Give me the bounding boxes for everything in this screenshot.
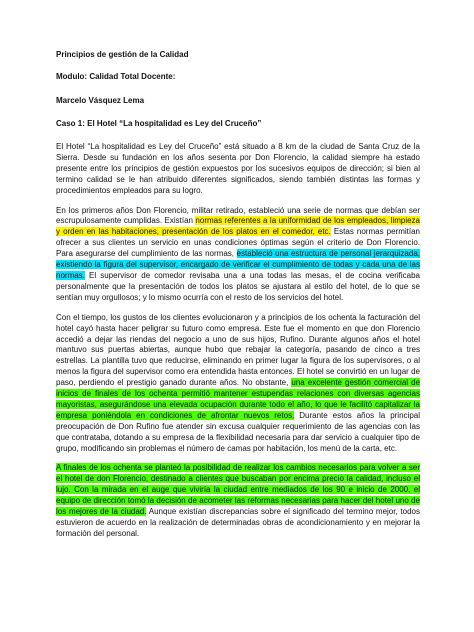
highlight-green-1: una excelente gestión comercial de inicios de finales de los ochenta permitió mantener estupendas relaciones con diversas agencias mayoristas, asegurándose una elevada ocupación durante todo el año, lo que le facilitó capitalizar la empresa poniéndola en condiciones de afrontar nuevos retos. [56,378,420,420]
paragraph-1 [56,142,420,197]
module-heading: Modulo: Calidad Total Docente: [56,72,176,81]
paragraph-2-text-c: El supervisor de comedor revisaba una a una todas las mesas, el de cocina verificaba personalmente que la presentación de todos los platos se ajustara al estilo del hotel, de lo que se sentían muy orgullosos; y lo mismo ocurría con el resto de los servicios del hotel. [56,270,420,302]
paragraph-3-text-b: Durante estos años la principal preocupación de Don Rufino fue atender sin excusa cualquier requerimiento de las agencias con las que contrataba, dotando a su empresa de la flexibilidad necesaria para dar servicio a cualquier tipo de grupo, modificando sin problemas el número de camas por habitación, los menú de la carta, etc. [56,410,420,453]
paragraph-3 [56,313,420,455]
paragraph-2-text-b: Estas normas permitían ofrecer a sus clientes un servicio en unas condiciones óptimas según el criterio de Don Florencio. Para asegurarse del cumplimiento de las normas, [56,227,421,259]
paragraph-1-text: El Hotel “La hospitalidad es Ley del Cruceño” está situado a 8 km de la ciudad de Santa Cruz de la Sierra. Desde su fundación en los años sesenta por Don Florencio, la calidad siempre ha estado presente entre los principios de gestión expuestos por los sucesivos equipos de dirección; si bien al termino calidad se le han atribuido diferentes significados, siendo también distintas las formas y procedimientos empleados para su logro. [56,142,420,195]
paragraph-2-text-a: En los primeros años Don Florencio, militar retirado, estableció una serie de normas que debían ser escrupulosamente cumplidas. Existían [56,205,420,226]
paragraph-2 [56,206,420,304]
highlight-green-2: A finales de los ochenta se planteó la posibilidad de realizar los cambios necesarios para volver a ser el hotel de don Florencio, destinado a clientes que buscaban por encima precio la calidad, incluso el lujo. Con la mirada en el auge que viviría la ciudad entre mediados de los 90 e inicio de 2000, el equipo de dirección tomó la decisión de acometer las reformas necesarias para hacer del hotel uno de los mejores de la ciudad. [56,463,420,517]
paragraph-4-text: Aunque existían discrepancias sobre el significado del termino mejor, todos estuvieron de acuerdo en la realización de determinadas obras de acondicionamiento y en mejorar la formación del personal. [56,507,420,538]
highlight-cyan: estableció una estructura de personal jerarquizada, existiendo la figura del supervisor, encargado de verificar el cumplimiento de todas y cada una de las normas. [56,249,421,280]
document-title: Principios de gestión de la Calidad [56,50,189,59]
document-page [56,50,420,549]
author-heading: Marcelo Vásquez Lema [56,96,145,105]
case-heading: Caso 1: El Hotel “La hospitalidad es Ley del Cruceño” [56,119,262,128]
paragraph-4 [56,463,420,539]
paragraph-3-text-a: Con el tiempo, los gustos de los clientes evolucionaron y a principios de los ochenta la facturación del hotel cayó hasta hacer peligrar su futuro como empresa. Este fue el momento en que don Florencio accedió a dejar las riendas del negocio a uno de sus hijos, Rufino. Durante algunos años el hotel mantuvo sus puertas abiertas, aunque hubo que rebajar la categoría, pasando de cinco a tres estrellas. La plantilla tuvo que reducirse, eliminando en primer lugar la figura de los supervisores, o al menos la figura del supervisor como era entendida hasta entonces. El hotel se convirtió en un lugar de paso, perdiendo el prestigio ganado durante años. No obstante, [56,312,420,388]
highlight-yellow: normas referentes a la uniformidad de los empleados, limpieza y orden en las habitaciones, presentación de los platos en el comedor, etc. [56,216,421,237]
